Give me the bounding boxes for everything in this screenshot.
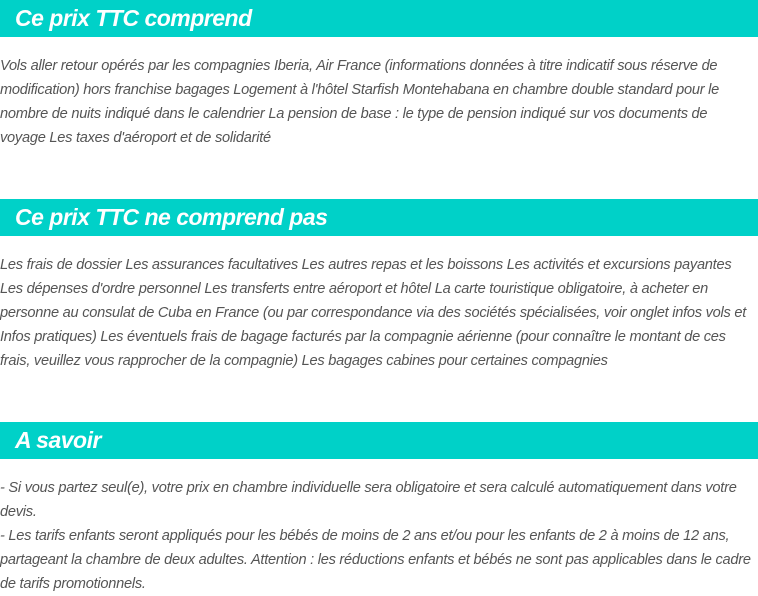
section-body-not-included [0, 253, 756, 373]
section-header-not-included [0, 199, 758, 236]
included-text: Vols aller retour opérés par les compagnies Iberia, Air France (informations données à titre indicatif sous réserve de modification) hors franchise bagages Logement à l'hôtel Starfish Montehabana en chambre double standard pour le nombre de nuits indiqué dans le calendrier La pension de base : le type de pension indiqué sur vos documents de voyage Les taxes d'aéroport et de solidarité [0, 58, 719, 146]
section-header-included [0, 0, 758, 37]
section-title: Ce prix TTC comprend [15, 5, 252, 31]
not-included-text: Les frais de dossier Les assurances facultatives Les autres repas et les boissons Les activités et excursions payantes Les dépenses d'ordre personnel Les transferts entre aéroport et hôtel La carte touristique obligatoire, à acheter en personne au consulat de Cuba en France (ou par correspondance via des sociétés spécialisées, voir onglet infos vols et Infos pratiques) Les éventuels frais de bagage facturés par la compagnie aérienne (pour connaître le montant de ces frais, veuillez vous rapprocher de la compagnie) Les bagages cabines pour certaines compagnies [0, 257, 747, 369]
section-title: Ce prix TTC ne comprend pas [15, 204, 328, 230]
section-body-good-to-know [0, 476, 756, 596]
section-header-good-to-know [0, 422, 758, 459]
note-child-rates: - Les tarifs enfants seront appliqués pour les bébés de moins de 2 ans et/ou pour les enfants de 2 à moins de 12 ans, partageant la chambre de deux adultes. Attention : les réductions enfants et bébés ne sont pas applicables dans le cadre de tarifs promotionnels. [0, 528, 751, 592]
section-title: A savoir [15, 427, 101, 453]
section-body-included [0, 54, 756, 150]
note-single-traveler: - Si vous partez seul(e), votre prix en chambre individuelle sera obligatoire et sera calculé automatiquement dans votre devis. [0, 480, 737, 520]
